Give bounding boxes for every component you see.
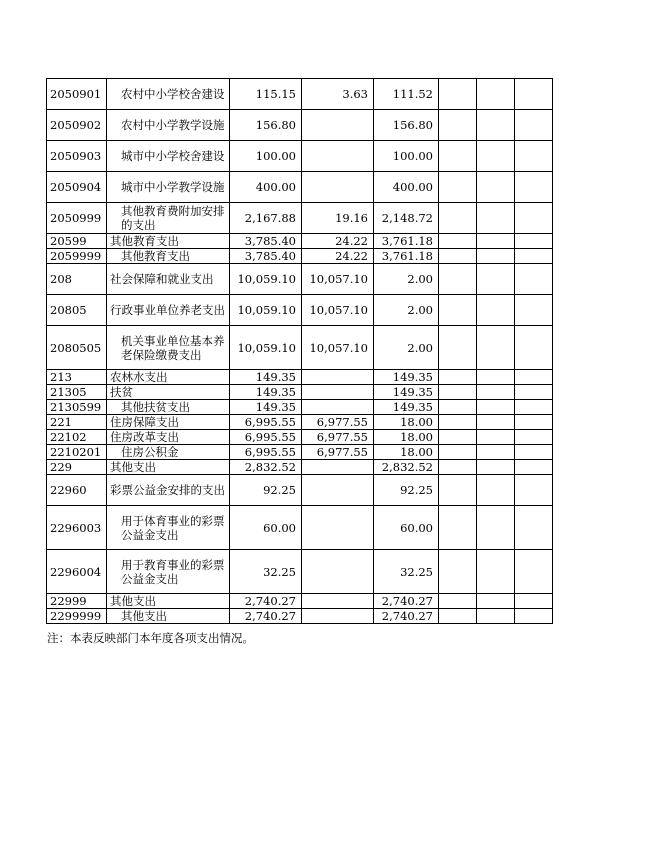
empty-cell xyxy=(439,550,477,594)
empty-cell xyxy=(439,141,477,172)
empty-cell xyxy=(477,370,515,385)
empty-cell xyxy=(515,172,553,203)
table-row xyxy=(47,550,553,594)
account-code-cell: 2050904 xyxy=(47,172,107,203)
project-expenditure-cell: 2,740.27 xyxy=(374,609,439,624)
account-code-cell: 22102 xyxy=(47,430,107,445)
empty-cell xyxy=(439,430,477,445)
account-code-cell: 22960 xyxy=(47,475,107,506)
empty-cell xyxy=(439,249,477,264)
total-amount-cell: 100.00 xyxy=(230,141,302,172)
empty-cell xyxy=(439,79,477,110)
total-amount-cell: 400.00 xyxy=(230,172,302,203)
basic-expenditure-cell xyxy=(302,172,374,203)
account-name-cell: 农村中小学教学设施 xyxy=(107,110,230,141)
empty-cell xyxy=(477,594,515,609)
basic-expenditure-cell: 6,977.55 xyxy=(302,430,374,445)
empty-cell xyxy=(439,110,477,141)
empty-cell xyxy=(477,460,515,475)
table-row xyxy=(47,609,553,624)
basic-expenditure-cell: 3.63 xyxy=(302,79,374,110)
account-name-cell: 机关事业单位基本养老保险缴费支出 xyxy=(107,326,230,370)
basic-expenditure-cell: 10,057.10 xyxy=(302,264,374,295)
project-expenditure-cell: 149.35 xyxy=(374,370,439,385)
empty-cell xyxy=(439,506,477,550)
empty-cell xyxy=(515,430,553,445)
project-expenditure-cell: 2.00 xyxy=(374,295,439,326)
table-row xyxy=(47,445,553,460)
total-amount-cell: 156.80 xyxy=(230,110,302,141)
table-row xyxy=(47,415,553,430)
empty-cell xyxy=(515,400,553,415)
empty-cell xyxy=(515,550,553,594)
total-amount-cell: 6,995.55 xyxy=(230,430,302,445)
basic-expenditure-cell xyxy=(302,475,374,506)
empty-cell xyxy=(515,594,553,609)
table-row xyxy=(47,326,553,370)
table-row xyxy=(47,264,553,295)
total-amount-cell: 3,785.40 xyxy=(230,249,302,264)
basic-expenditure-cell xyxy=(302,506,374,550)
basic-expenditure-cell: 24.22 xyxy=(302,249,374,264)
empty-cell xyxy=(515,79,553,110)
empty-cell xyxy=(439,609,477,624)
total-amount-cell: 6,995.55 xyxy=(230,415,302,430)
project-expenditure-cell: 156.80 xyxy=(374,110,439,141)
account-code-cell: 2050901 xyxy=(47,79,107,110)
table-row xyxy=(47,594,553,609)
empty-cell xyxy=(477,415,515,430)
account-name-cell: 用于教育事业的彩票公益金支出 xyxy=(107,550,230,594)
empty-cell xyxy=(477,79,515,110)
empty-cell xyxy=(515,445,553,460)
account-name-cell: 住房公积金 xyxy=(107,445,230,460)
table-body xyxy=(47,79,553,624)
total-amount-cell: 10,059.10 xyxy=(230,326,302,370)
basic-expenditure-cell xyxy=(302,110,374,141)
project-expenditure-cell: 18.00 xyxy=(374,430,439,445)
account-name-cell: 城市中小学校舍建设 xyxy=(107,141,230,172)
empty-cell xyxy=(515,370,553,385)
project-expenditure-cell: 32.25 xyxy=(374,550,439,594)
empty-cell xyxy=(477,385,515,400)
account-code-cell: 2299999 xyxy=(47,609,107,624)
empty-cell xyxy=(477,550,515,594)
empty-cell xyxy=(515,609,553,624)
total-amount-cell: 149.35 xyxy=(230,400,302,415)
empty-cell xyxy=(439,475,477,506)
empty-cell xyxy=(439,172,477,203)
account-code-cell: 2296004 xyxy=(47,550,107,594)
empty-cell xyxy=(477,110,515,141)
table-row xyxy=(47,172,553,203)
empty-cell xyxy=(477,141,515,172)
account-code-cell: 2210201 xyxy=(47,445,107,460)
table-row xyxy=(47,234,553,249)
project-expenditure-cell: 100.00 xyxy=(374,141,439,172)
empty-cell xyxy=(477,249,515,264)
empty-cell xyxy=(515,110,553,141)
table-row xyxy=(47,79,553,110)
basic-expenditure-cell xyxy=(302,141,374,172)
basic-expenditure-cell: 24.22 xyxy=(302,234,374,249)
empty-cell xyxy=(515,506,553,550)
account-code-cell: 221 xyxy=(47,415,107,430)
account-name-cell: 社会保障和就业支出 xyxy=(107,264,230,295)
project-expenditure-cell: 111.52 xyxy=(374,79,439,110)
total-amount-cell: 10,059.10 xyxy=(230,264,302,295)
empty-cell xyxy=(439,445,477,460)
empty-cell xyxy=(439,594,477,609)
table-row xyxy=(47,249,553,264)
table-note: 注：本表反映部门本年度各项支出情况。 xyxy=(47,631,254,645)
account-name-cell: 农村中小学校舍建设 xyxy=(107,79,230,110)
empty-cell xyxy=(477,295,515,326)
project-expenditure-cell: 18.00 xyxy=(374,415,439,430)
total-amount-cell: 149.35 xyxy=(230,385,302,400)
account-name-cell: 其他教育支出 xyxy=(107,249,230,264)
account-code-cell: 22999 xyxy=(47,594,107,609)
total-amount-cell: 2,740.27 xyxy=(230,594,302,609)
empty-cell xyxy=(515,249,553,264)
total-amount-cell: 6,995.55 xyxy=(230,445,302,460)
empty-cell xyxy=(477,264,515,295)
empty-cell xyxy=(477,506,515,550)
empty-cell xyxy=(515,326,553,370)
account-code-cell: 2080505 xyxy=(47,326,107,370)
total-amount-cell: 115.15 xyxy=(230,79,302,110)
basic-expenditure-cell: 10,057.10 xyxy=(302,295,374,326)
account-name-cell: 其他支出 xyxy=(107,594,230,609)
project-expenditure-cell: 3,761.18 xyxy=(374,249,439,264)
empty-cell xyxy=(515,460,553,475)
account-name-cell: 农林水支出 xyxy=(107,370,230,385)
project-expenditure-cell: 60.00 xyxy=(374,506,439,550)
project-expenditure-cell: 2.00 xyxy=(374,326,439,370)
account-code-cell: 21305 xyxy=(47,385,107,400)
empty-cell xyxy=(477,203,515,234)
total-amount-cell: 3,785.40 xyxy=(230,234,302,249)
empty-cell xyxy=(515,141,553,172)
account-name-cell: 住房改革支出 xyxy=(107,430,230,445)
account-name-cell: 其他支出 xyxy=(107,609,230,624)
basic-expenditure-cell xyxy=(302,385,374,400)
empty-cell xyxy=(515,203,553,234)
basic-expenditure-cell xyxy=(302,550,374,594)
account-name-cell: 城市中小学教学设施 xyxy=(107,172,230,203)
basic-expenditure-cell: 10,057.10 xyxy=(302,326,374,370)
total-amount-cell: 92.25 xyxy=(230,475,302,506)
empty-cell xyxy=(439,234,477,249)
empty-cell xyxy=(515,234,553,249)
empty-cell xyxy=(439,326,477,370)
table-row xyxy=(47,400,553,415)
empty-cell xyxy=(477,172,515,203)
project-expenditure-cell: 92.25 xyxy=(374,475,439,506)
basic-expenditure-cell: 6,977.55 xyxy=(302,445,374,460)
empty-cell xyxy=(439,400,477,415)
total-amount-cell: 2,832.52 xyxy=(230,460,302,475)
basic-expenditure-cell xyxy=(302,594,374,609)
table-row xyxy=(47,475,553,506)
empty-cell xyxy=(439,385,477,400)
total-amount-cell: 149.35 xyxy=(230,370,302,385)
empty-cell xyxy=(515,385,553,400)
expenditure-table-container xyxy=(46,78,553,624)
table-row xyxy=(47,385,553,400)
account-name-cell: 其他扶贫支出 xyxy=(107,400,230,415)
account-code-cell: 2050999 xyxy=(47,203,107,234)
account-code-cell: 2059999 xyxy=(47,249,107,264)
empty-cell xyxy=(477,609,515,624)
empty-cell xyxy=(515,475,553,506)
account-name-cell: 其他教育支出 xyxy=(107,234,230,249)
project-expenditure-cell: 149.35 xyxy=(374,385,439,400)
empty-cell xyxy=(439,203,477,234)
basic-expenditure-cell xyxy=(302,460,374,475)
account-name-cell: 其他教育费附加安排的支出 xyxy=(107,203,230,234)
table-row xyxy=(47,430,553,445)
empty-cell xyxy=(439,264,477,295)
table-row xyxy=(47,295,553,326)
account-code-cell: 2130599 xyxy=(47,400,107,415)
account-code-cell: 20599 xyxy=(47,234,107,249)
empty-cell xyxy=(477,326,515,370)
basic-expenditure-cell: 19.16 xyxy=(302,203,374,234)
table-row xyxy=(47,370,553,385)
empty-cell xyxy=(515,264,553,295)
basic-expenditure-cell xyxy=(302,609,374,624)
account-code-cell: 208 xyxy=(47,264,107,295)
empty-cell xyxy=(439,295,477,326)
table-row xyxy=(47,110,553,141)
empty-cell xyxy=(439,370,477,385)
empty-cell xyxy=(439,415,477,430)
empty-cell xyxy=(515,295,553,326)
total-amount-cell: 60.00 xyxy=(230,506,302,550)
project-expenditure-cell: 149.35 xyxy=(374,400,439,415)
empty-cell xyxy=(439,460,477,475)
account-name-cell: 用于体育事业的彩票公益金支出 xyxy=(107,506,230,550)
empty-cell xyxy=(477,445,515,460)
empty-cell xyxy=(515,415,553,430)
account-name-cell: 其他支出 xyxy=(107,460,230,475)
project-expenditure-cell: 400.00 xyxy=(374,172,439,203)
project-expenditure-cell: 2.00 xyxy=(374,264,439,295)
account-code-cell: 2050903 xyxy=(47,141,107,172)
total-amount-cell: 10,059.10 xyxy=(230,295,302,326)
table-row xyxy=(47,506,553,550)
basic-expenditure-cell xyxy=(302,370,374,385)
account-code-cell: 2050902 xyxy=(47,110,107,141)
account-name-cell: 行政事业单位养老支出 xyxy=(107,295,230,326)
empty-cell xyxy=(477,475,515,506)
empty-cell xyxy=(477,430,515,445)
total-amount-cell: 2,167.88 xyxy=(230,203,302,234)
account-name-cell: 彩票公益金安排的支出 xyxy=(107,475,230,506)
empty-cell xyxy=(477,234,515,249)
total-amount-cell: 32.25 xyxy=(230,550,302,594)
basic-expenditure-cell: 6,977.55 xyxy=(302,415,374,430)
account-code-cell: 20805 xyxy=(47,295,107,326)
project-expenditure-cell: 2,832.52 xyxy=(374,460,439,475)
account-name-cell: 住房保障支出 xyxy=(107,415,230,430)
table-row xyxy=(47,141,553,172)
table-row xyxy=(47,203,553,234)
account-code-cell: 2296003 xyxy=(47,506,107,550)
project-expenditure-cell: 2,148.72 xyxy=(374,203,439,234)
account-code-cell: 229 xyxy=(47,460,107,475)
table-row xyxy=(47,460,553,475)
project-expenditure-cell: 3,761.18 xyxy=(374,234,439,249)
account-name-cell: 扶贫 xyxy=(107,385,230,400)
account-code-cell: 213 xyxy=(47,370,107,385)
project-expenditure-cell: 18.00 xyxy=(374,445,439,460)
basic-expenditure-cell xyxy=(302,400,374,415)
empty-cell xyxy=(477,400,515,415)
total-amount-cell: 2,740.27 xyxy=(230,609,302,624)
expenditure-table xyxy=(46,78,553,624)
project-expenditure-cell: 2,740.27 xyxy=(374,594,439,609)
